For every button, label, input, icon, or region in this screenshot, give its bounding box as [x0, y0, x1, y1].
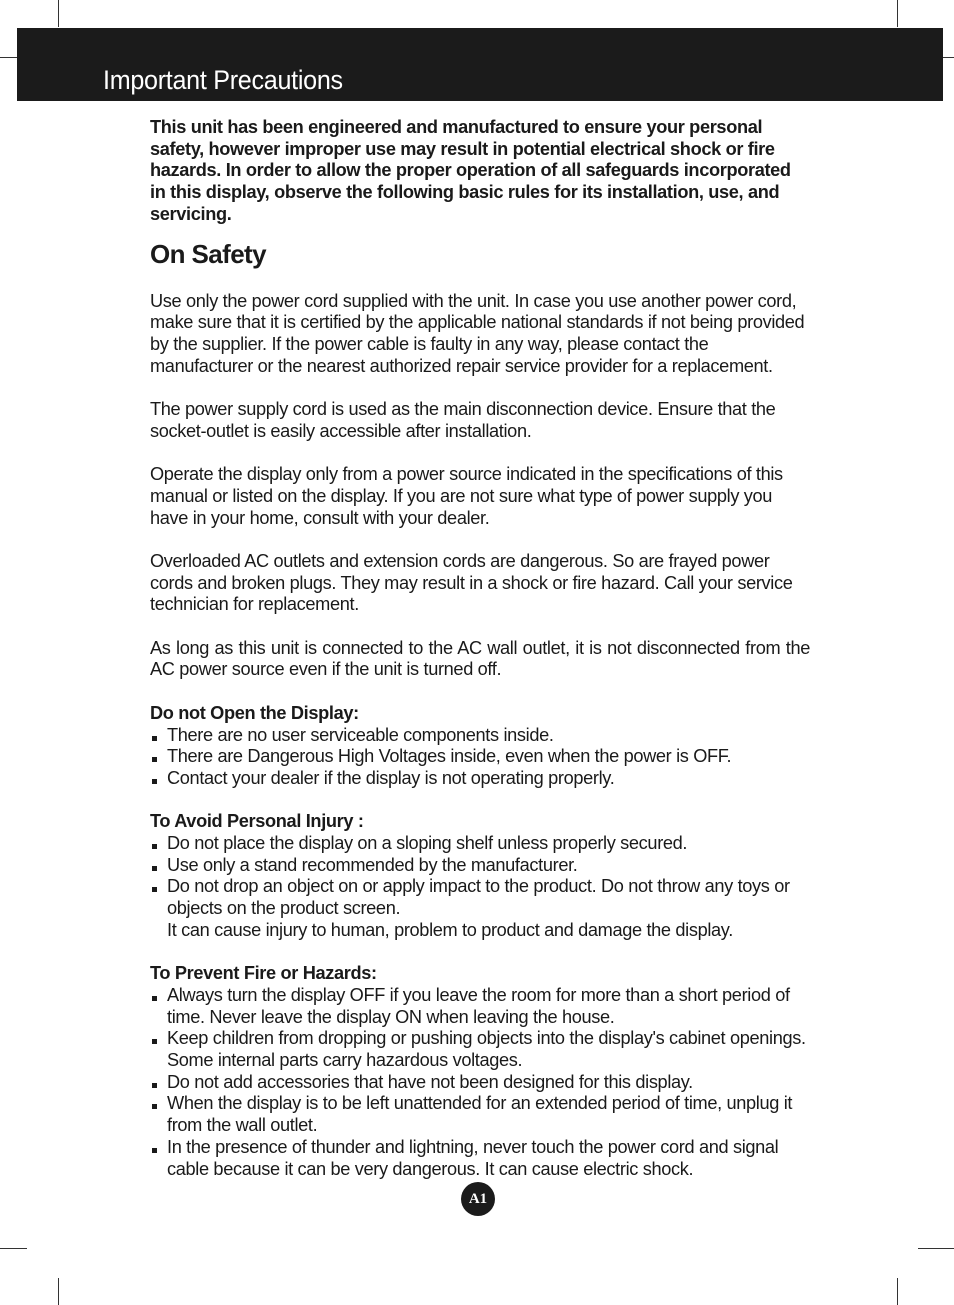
document-body [150, 117, 810, 1180]
bullet-list-prevent-fire [150, 985, 810, 1180]
safety-paragraph: As long as this unit is connected to the AC wall outlet, it is not disconnected from the AC power source even if the unit is turned off. [150, 637, 810, 680]
bullet-icon [152, 736, 157, 741]
bullet-icon [152, 887, 157, 892]
subheading-avoid-injury: To Avoid Personal Injury : [150, 811, 364, 832]
list-item-text: There are no user serviceable components inside. [167, 724, 554, 745]
bullet-icon [152, 1104, 157, 1109]
page-title: Important Precautions [103, 65, 343, 95]
crop-mark [897, 0, 898, 27]
bullet-list-avoid-injury [150, 833, 810, 920]
list-item-text: Keep children from dropping or pushing objects into the display's cabinet openings. Some internal parts carry hazardous voltages. [167, 1028, 806, 1071]
list-item [150, 985, 810, 1028]
bullet-icon [152, 1083, 157, 1088]
bullet-icon [152, 996, 157, 1001]
list-item [150, 855, 810, 877]
section-title-on-safety: On Safety [150, 238, 266, 269]
safety-paragraph: Overloaded AC outlets and extension cords are dangerous. So are frayed power cords and broken plugs. They may result in a shock or fire hazard. Call your service technician for replacement. [150, 550, 793, 615]
crop-mark [58, 1278, 59, 1305]
list-item-text: When the display is to be left unattended for an extended period of time, unplug it from the wall outlet. [167, 1093, 793, 1136]
bullet-icon [152, 844, 157, 849]
crop-mark [0, 1248, 27, 1249]
list-item-text: In the presence of thunder and lightning, never touch the power cord and signal cable because it can be very dangerous. It can cause electric shock. [167, 1136, 779, 1179]
bullet-icon [152, 1039, 157, 1044]
list-item-text: Do not drop an object on or apply impact to the product. Do not throw any toys or objects on the product screen. [167, 876, 790, 919]
crop-mark [0, 57, 17, 58]
bullet-icon [152, 1148, 157, 1153]
list-item-text: There are Dangerous High Voltages inside, even when the power is OFF. [167, 746, 732, 767]
list-item-text: Do not place the display on a sloping shelf unless properly secured. [167, 833, 688, 853]
header-bar [17, 28, 943, 101]
page-number-badge: A1 [461, 1182, 495, 1216]
crop-mark [943, 57, 954, 58]
bullet-icon [152, 779, 157, 784]
safety-paragraph: The power supply cord is used as the main disconnection device. Ensure that the socket-outlet is easily accessible after installation. [150, 399, 776, 441]
list-item-text: Use only a stand recommended by the manufacturer. [167, 854, 578, 875]
list-item [150, 746, 810, 768]
safety-paragraph: Operate the display only from a power source indicated in the specifications of this manual or listed on the display. If you are not sure what type of power supply you have in your home, consult with your dealer. [150, 464, 783, 528]
subheading-prevent-fire: To Prevent Fire or Hazards: [150, 963, 377, 984]
list-item [150, 1028, 810, 1071]
injury-note: It can cause injury to human, problem to product and damage the display. [167, 919, 733, 940]
bullet-icon [152, 757, 157, 762]
crop-mark [897, 1278, 898, 1305]
safety-paragraph: Use only the power cord supplied with the unit. In case you use another power cord, make sure that it is certified by the applicable national standards if not being provided by the supplier. If the power cable is faulty in any way, please contact the manufacturer or the nearest authorized repair service provider for a replacement. [150, 290, 805, 376]
crop-mark [58, 0, 59, 27]
list-item [150, 725, 810, 747]
list-item [150, 1072, 810, 1094]
list-item [150, 768, 810, 790]
intro-paragraph: This unit has been engineered and manufactured to ensure your personal safety, however improper use may result in potential electrical shock or fire hazards. In order to allow the proper operation of all safeguards incorporated in this display, observe the following basic rules for its installation, use, and servicing. [150, 117, 791, 224]
list-item-text: Do not add accessories that have not been designed for this display. [167, 1071, 693, 1092]
list-item [150, 833, 810, 855]
list-item [150, 1137, 810, 1180]
bullet-list-do-not-open [150, 725, 810, 790]
crop-mark [918, 1248, 954, 1249]
list-item-text: Contact your dealer if the display is not operating properly. [167, 767, 615, 788]
bullet-icon [152, 866, 157, 871]
list-item [150, 1093, 810, 1136]
list-item [150, 876, 810, 919]
subheading-do-not-open: Do not Open the Display: [150, 702, 359, 723]
list-item-text: Always turn the display OFF if you leave the room for more than a short period of time. Never leave the display ON when leaving the house. [167, 984, 790, 1027]
